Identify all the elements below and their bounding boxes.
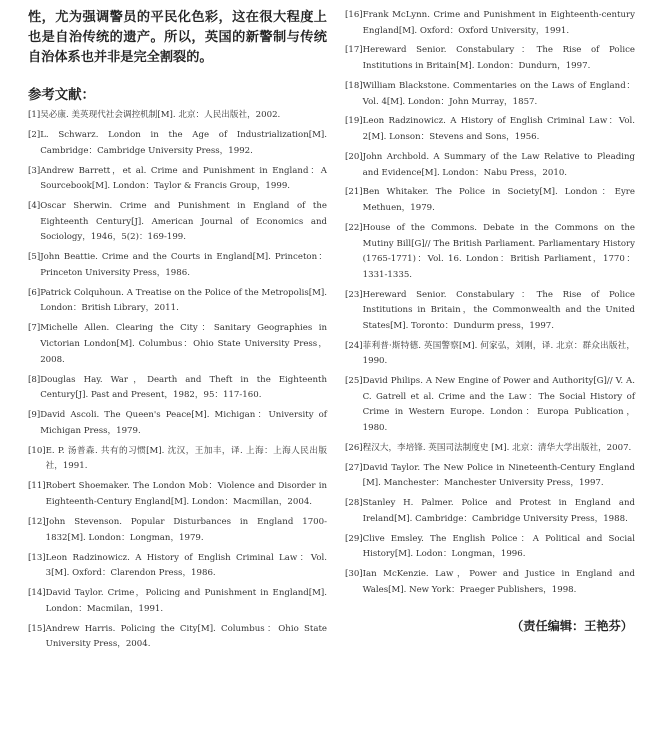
reference-text: William Blackstone. Commentaries on the Laws of England：Vol. 4[M]. London：John Murray，1857. (362, 80, 635, 107)
reference-number: [8] (28, 374, 41, 385)
reference-text: David Ascoli. The Queen's Peace[M]. Michigan：University of Michigan Press，1979. (40, 410, 327, 436)
reference-text: John Stevenson. Popular Disturbances in England 1700-1832[M]. London：Longman，1979. (45, 516, 327, 543)
reference-text: Robert Shoemaker. The London Mob：Violence and Disorder in Eighteenth-Century England[M]. London：Macmillan，2004. (45, 481, 327, 507)
reference-text: Hereward Senior. Constabulary：The Rise of Police Institutions in Britain[M]. London：Dundurn，1997. (362, 45, 635, 72)
reference-item (28, 373, 327, 404)
reference-text: Michelle Allen. Clearing the City：Sanitary Geographies in Victorian London[M]. Columbus：Ohio State University Press，2008. (40, 323, 327, 365)
reference-text: House of the Commons. Debate in the Commons on the Mutiny Bill[G]// The British Parliament. Parliamentary History (1765-1771)：Vol. 16. London：British Parliament，1770：1331-1335. (362, 222, 635, 280)
reference-text: Hereward Senior. Constabulary：The Rise of Police Institutions in Britain，the Commonwealth and the United States[M]. Toronto：Dundurm press，1997. (362, 289, 635, 331)
reference-text: David Taylor. The New Police in Nineteenth-Century England [M]. Manchester：Manchester University Press，1997. (362, 462, 635, 489)
reference-number: [6] (28, 287, 41, 298)
reference-number: [22] (345, 222, 363, 233)
reference-text: David Taylor. Crime，Policing and Punishment in England[M]. London：Macmilan，1991. (45, 588, 327, 614)
reference-item (345, 288, 635, 335)
reference-text: Douglas Hay. War，Dearth and Theft in the Eighteenth Century[J]. Past and Present，1982，95：117-160. (40, 374, 327, 401)
reference-list-left (28, 108, 327, 653)
reference-number: [4] (28, 201, 41, 212)
reference-text: Patrick Colquhoun. A Treatise on the Police of the Metropolis[M]. London：British Library，2011. (40, 287, 327, 314)
reference-number: [5] (28, 252, 41, 263)
left-column (28, 8, 327, 657)
reference-text: Oscar Sherwin. Crime and Punishment in England of the Eighteenth Century[J]. American Journal of Economics and Sociology，1946，5(2)：169-199. (40, 201, 327, 243)
reference-text: Ian McKenzie. Law，Power and Justice in England and Wales[M]. New York：Praeger Publishers，1998. (362, 569, 635, 595)
reference-number: [16] (345, 10, 363, 20)
reference-text: David Philips. A New Engine of Power and Authority[G]// V. A. C. Gatrell et al. Crime and the Law：The Social History of Crime in Western Europe. London：Europa Publication，1980. (362, 376, 635, 433)
reference-number: [15] (28, 623, 46, 634)
reference-item (28, 551, 327, 582)
reference-number: [23] (345, 289, 363, 300)
reference-text: Andrew Barrett，et al. Crime and Punishment in England：A Sourcebook[M]. London：Taylor & Francis Group，1999. (40, 165, 327, 192)
reference-item (28, 479, 327, 510)
reference-item (28, 250, 327, 281)
reference-number: [11] (28, 481, 46, 492)
reference-number: [7] (28, 323, 41, 334)
reference-number: [21] (345, 187, 363, 198)
reference-number: [12] (28, 516, 46, 527)
reference-item (28, 321, 327, 368)
reference-number: [29] (345, 533, 363, 544)
reference-number: [28] (345, 498, 363, 509)
reference-text: 菲利普·斯特德. 英国警察[M]. 何家弘，刘刚，译. 北京：群众出版社，1990. (362, 340, 635, 367)
references-heading: 参考文献： (28, 88, 95, 103)
reference-text: Ben Whitaker. The Police in Society[M]. London：Eyre Methuen，1979. (362, 187, 635, 214)
reference-text: Clive Emsley. The English Police：A Political and Social History[M]. Lodon：Longman，1996. (362, 533, 635, 560)
reference-item (345, 8, 635, 39)
reference-number: [18] (345, 80, 363, 91)
reference-item (345, 567, 635, 598)
reference-text: L. Schwarz. London in the Age of Industrialization[M]. Cambridge：Cambridge University Press，1992. (40, 129, 327, 156)
reference-item (28, 199, 327, 246)
reference-text: E. P. 汤普森. 共有的习惯[M]. 沈汉，王加丰，译. 上海：上海人民出版社，1991. (45, 445, 327, 472)
reference-text: Andrew Harris. Policing the City[M]. Columbus：Ohio State University Press，2004. (45, 623, 327, 650)
reference-number: [20] (345, 151, 363, 162)
reference-text: John Archbold. A Summary of the Law Relative to Pleading and Evidence[M]. London：Nabu Press，2010. (362, 151, 635, 178)
reference-item (345, 221, 635, 283)
reference-item (345, 496, 635, 527)
reference-number: [24] (345, 340, 363, 351)
reference-item (345, 150, 635, 181)
right-column (345, 8, 635, 634)
reference-item (345, 374, 635, 436)
reference-number: [14] (28, 588, 46, 599)
reference-item (28, 622, 327, 653)
reference-text: Leon Radzinowicz. A History of English Criminal Law：Vol. 2[M]. Lonson：Stevens and Sons，1956. (362, 116, 635, 143)
reference-text: Leon Radzinowicz. A History of English Criminal Law：Vol. 3[M]. Oxford：Clarendon Press，1986. (45, 552, 327, 579)
reference-item (345, 441, 635, 457)
reference-text: 程汉大，李培锋. 英国司法制度史 [M]. 北京：清华大学出版社，2007. (362, 442, 632, 453)
reference-item (345, 532, 635, 563)
reference-item (28, 164, 327, 195)
reference-number: [2] (28, 129, 41, 140)
reference-item (28, 108, 327, 124)
reference-list-right (345, 8, 635, 598)
reference-item (345, 114, 635, 145)
reference-number: [27] (345, 462, 363, 473)
reference-number: [10] (28, 445, 46, 456)
reference-item (28, 444, 327, 475)
editor-note: （责任编辑：王艳芬） (511, 619, 633, 634)
reference-number: [1] (28, 110, 41, 120)
reference-number: [30] (345, 569, 363, 580)
reference-text: John Beattie. Crime and the Courts in England[M]. Princeton：Princeton University Press，1986. (40, 252, 327, 278)
reference-item (345, 461, 635, 492)
intro-paragraph: 性，尤为强调警员的平民化色彩，这在很大程度上也是自治传统的遗产。所以，英国的新警制与传统自治体系也并非是完全割裂的。 (28, 10, 327, 65)
reference-item (345, 43, 635, 74)
reference-item (345, 339, 635, 370)
reference-item (345, 185, 635, 216)
reference-number: [25] (345, 376, 363, 387)
reference-item (28, 128, 327, 159)
reference-item (28, 586, 327, 617)
reference-item (28, 286, 327, 317)
reference-text: Stanley H. Palmer. Police and Protest in England and Ireland[M]. Cambridge：Cambridge University Press，1988. (362, 498, 635, 524)
reference-item (345, 79, 635, 110)
reference-number: [26] (345, 442, 363, 453)
reference-item (28, 408, 327, 439)
reference-number: [17] (345, 45, 363, 56)
reference-number: [3] (28, 165, 41, 176)
reference-text: 吴必康. 美英现代社会调控机制[M]. 北京：人民出版社，2002. (40, 110, 281, 120)
reference-text: Frank McLynn. Crime and Punishment in Eighteenth-century England[M]. Oxford：Oxford University，1991. (362, 10, 635, 36)
reference-item (28, 515, 327, 546)
reference-number: [13] (28, 552, 46, 563)
reference-number: [19] (345, 116, 363, 127)
reference-number: [9] (28, 410, 41, 421)
